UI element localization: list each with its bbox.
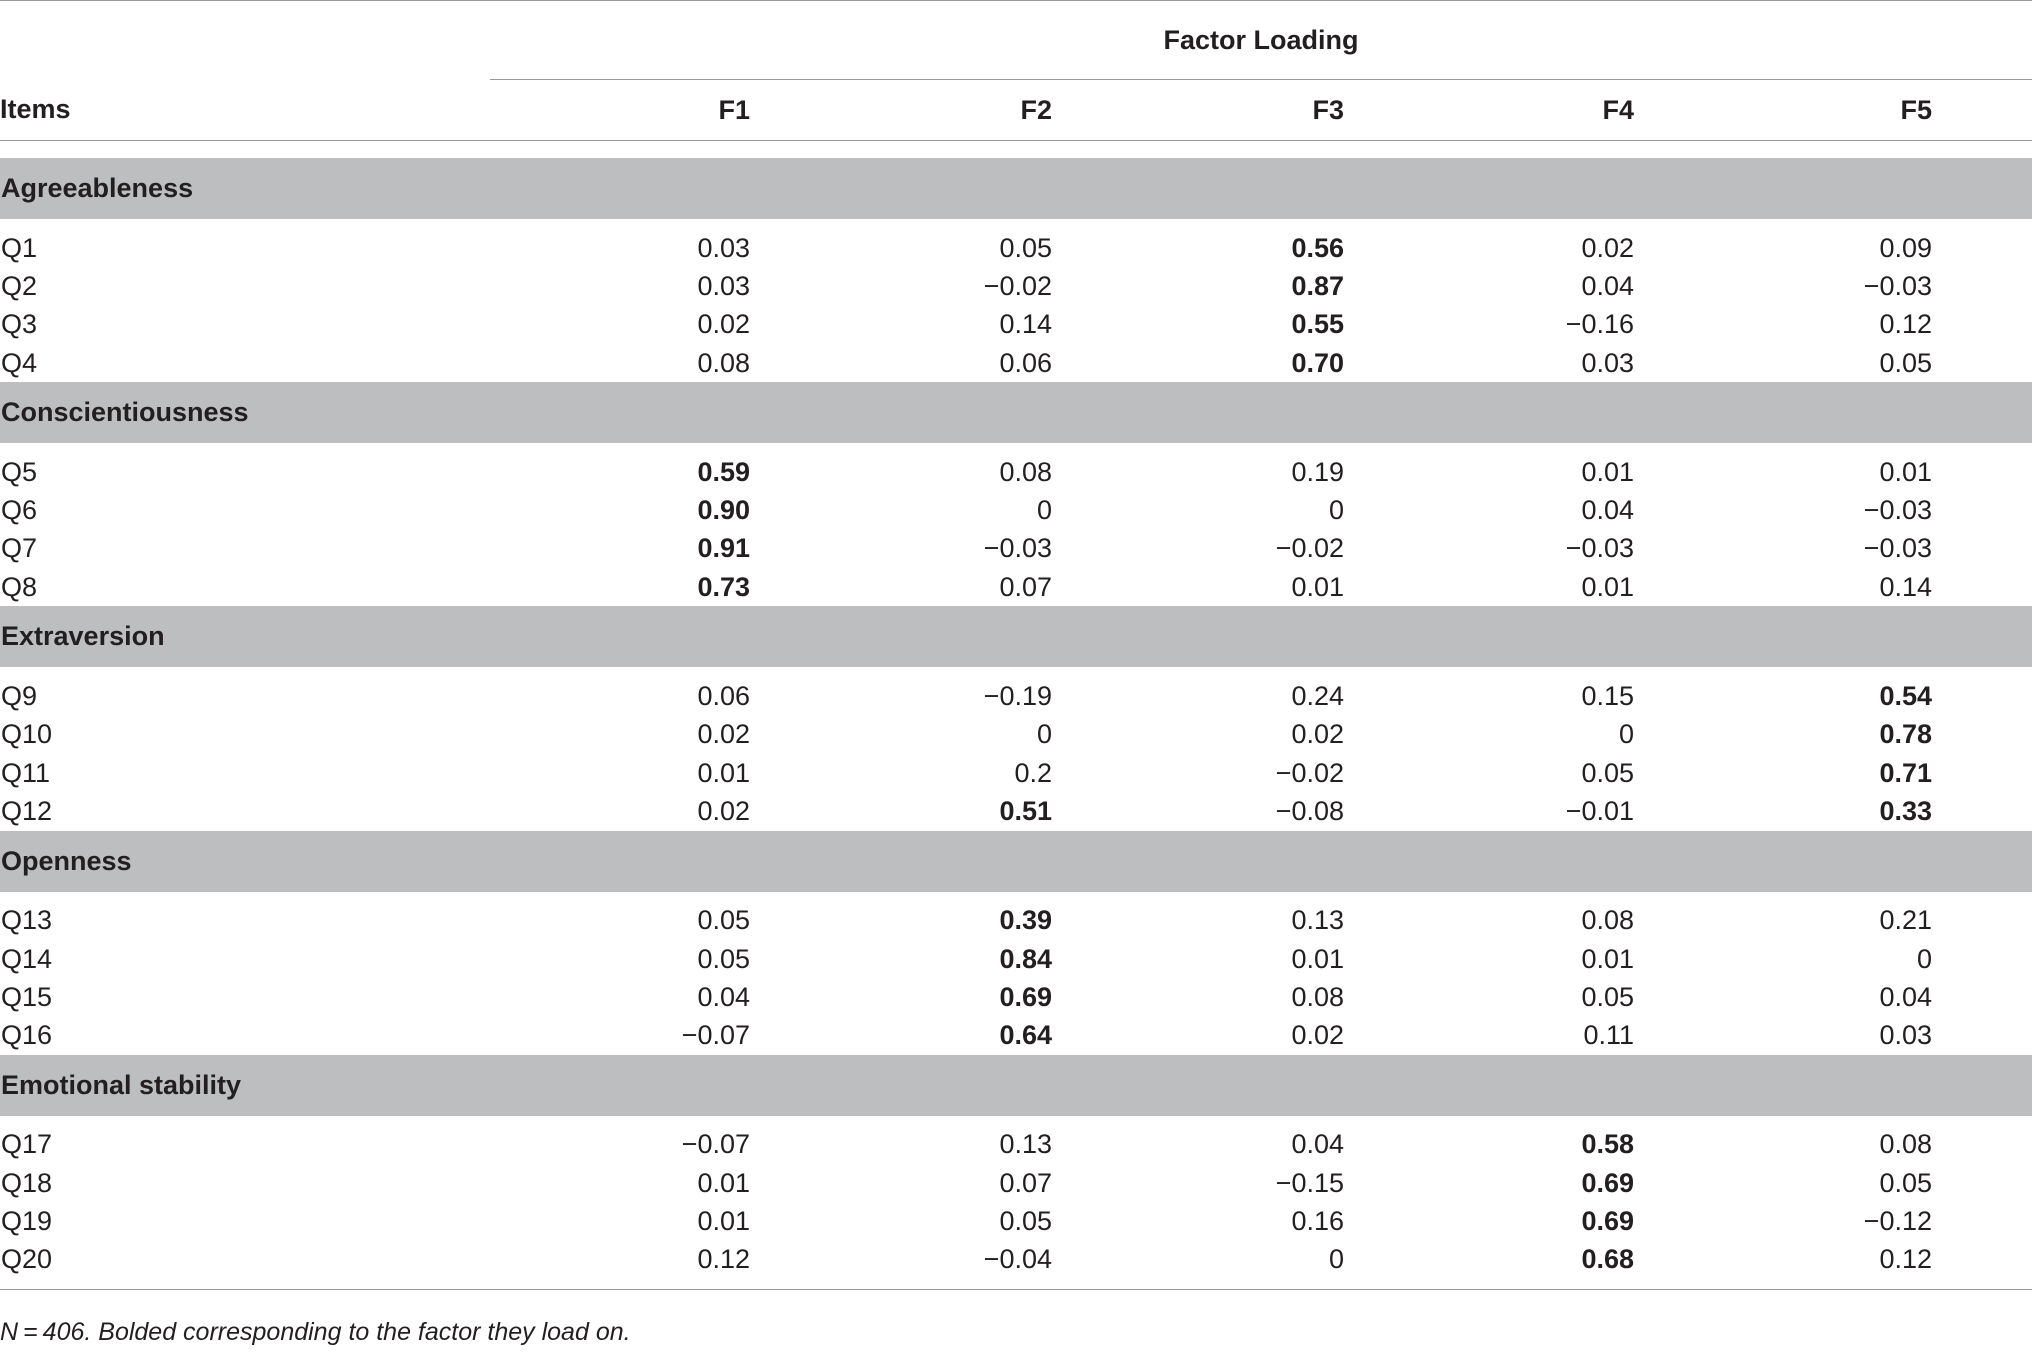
- loading-f1: −0.07: [681, 1129, 750, 1160]
- loading-f1: 0.90: [697, 495, 750, 526]
- group-label: Agreeableness: [0, 158, 2032, 219]
- loading-f2: 0: [1036, 495, 1052, 526]
- item-label: Q18: [1, 1167, 53, 1198]
- table-row: [0, 1241, 2032, 1279]
- group-gap: [0, 443, 2032, 453]
- item-label: Q1: [1, 232, 38, 263]
- loading-f2: 0.05: [999, 1205, 1052, 1236]
- bottom-rule: [0, 1289, 2032, 1290]
- loading-f5: 0.12: [1879, 1244, 1932, 1275]
- loading-f3: 0.02: [1291, 1020, 1344, 1051]
- loading-f1: 0.02: [697, 309, 750, 340]
- loading-f2: 0.14: [999, 309, 1052, 340]
- loading-f5: 0.12: [1879, 309, 1932, 340]
- item-label: Q14: [1, 943, 53, 974]
- table-body: [0, 1, 2032, 1290]
- table-row: [0, 716, 2032, 754]
- item-label: Q7: [1, 533, 38, 564]
- loading-f2: 0.2: [1014, 757, 1052, 788]
- loading-f1: 0.08: [697, 347, 750, 378]
- header-f5: F5: [1634, 80, 1932, 141]
- loading-f3: 0.02: [1291, 719, 1344, 750]
- header-f2: F2: [750, 80, 1052, 141]
- loading-f1: 0.03: [697, 270, 750, 301]
- loading-f2: 0.69: [999, 981, 1052, 1012]
- loading-f5: 0.05: [1879, 1167, 1932, 1198]
- loading-f4: 0.01: [1581, 571, 1634, 602]
- item-label: Q6: [1, 495, 38, 526]
- loading-f4: −0.16: [1565, 309, 1634, 340]
- table-row: [0, 792, 2032, 830]
- spanner-blank: [0, 1, 490, 80]
- item-label: Q4: [1, 347, 38, 378]
- loading-f3: 0.56: [1291, 232, 1344, 263]
- loading-f4: 0.15: [1581, 681, 1634, 712]
- loading-f5: −0.12: [1863, 1205, 1932, 1236]
- loading-f2: 0.08: [999, 456, 1052, 487]
- group-row: [0, 158, 2032, 219]
- loading-f5: 0.05: [1879, 347, 1932, 378]
- group-row: [0, 831, 2032, 892]
- loading-f4: −0.03: [1565, 533, 1634, 564]
- loading-f5: 0.14: [1879, 571, 1932, 602]
- table-row: [0, 902, 2032, 940]
- table-row: [0, 1202, 2032, 1240]
- item-label: Q19: [1, 1205, 53, 1236]
- loading-f3: 0.01: [1291, 943, 1344, 974]
- loading-f1: 0.12: [697, 1244, 750, 1275]
- group-label: Conscientiousness: [0, 382, 2032, 443]
- item-label: Q9: [1, 681, 38, 712]
- table-row: [0, 677, 2032, 715]
- loading-f4: 0.03: [1581, 347, 1634, 378]
- loading-f4: 0.68: [1581, 1244, 1634, 1275]
- header-gap: [0, 141, 2032, 159]
- loading-f3: 0.19: [1291, 456, 1344, 487]
- item-label: Q12: [1, 795, 53, 826]
- group-gap: [0, 667, 2032, 677]
- loading-f2: −0.19: [983, 681, 1052, 712]
- loading-f4: 0.01: [1581, 456, 1634, 487]
- header-f3: F3: [1052, 80, 1344, 141]
- loading-f2: 0.64: [999, 1020, 1052, 1051]
- header-items: Items: [0, 80, 490, 141]
- loading-f2: 0.39: [999, 905, 1052, 936]
- loading-f5: 0.03: [1879, 1020, 1932, 1051]
- loading-f3: 0.70: [1291, 347, 1344, 378]
- loading-f5: 0: [1916, 943, 1932, 974]
- loading-f3: −0.02: [1275, 757, 1344, 788]
- table-row: [0, 453, 2032, 491]
- loading-f2: 0.84: [999, 943, 1052, 974]
- loading-f4: 0: [1618, 719, 1634, 750]
- loading-f4: 0.05: [1581, 757, 1634, 788]
- loading-f3: 0: [1328, 1244, 1344, 1275]
- loading-f4: 0.02: [1581, 232, 1634, 263]
- table-footnote: N = 406. Bolded corresponding to the factor they load on.: [0, 1318, 631, 1346]
- loading-f5: 0.01: [1879, 456, 1932, 487]
- table-row: [0, 491, 2032, 529]
- header-f4: F4: [1344, 80, 1634, 141]
- loading-f2: −0.02: [983, 270, 1052, 301]
- loading-f1: 0.59: [697, 456, 750, 487]
- loading-f3: 0.24: [1291, 681, 1344, 712]
- loading-f5: 0.54: [1879, 681, 1932, 712]
- loading-f3: 0.01: [1291, 571, 1344, 602]
- group-label: Openness: [0, 831, 2032, 892]
- table-row: [0, 568, 2032, 606]
- table-row: [0, 978, 2032, 1016]
- loading-f4: 0.04: [1581, 270, 1634, 301]
- loading-f5: 0.78: [1879, 719, 1932, 750]
- bottom-pad: [0, 1279, 2032, 1290]
- loading-f1: 0.01: [697, 1167, 750, 1198]
- group-row: [0, 606, 2032, 667]
- loading-f4: 0.08: [1581, 905, 1634, 936]
- loading-f5: 0.08: [1879, 1129, 1932, 1160]
- table-row: [0, 1016, 2032, 1054]
- loading-f2: 0.06: [999, 347, 1052, 378]
- loading-f5: 0.71: [1879, 757, 1932, 788]
- item-label: Q3: [1, 309, 38, 340]
- item-label: Q17: [1, 1129, 53, 1160]
- item-label: Q16: [1, 1020, 53, 1051]
- loading-f4: 0.01: [1581, 943, 1634, 974]
- group-row: [0, 382, 2032, 443]
- loading-f1: 0.02: [697, 795, 750, 826]
- loading-f3: 0.87: [1291, 270, 1344, 301]
- group-gap: [0, 219, 2032, 229]
- loading-f5: 0.21: [1879, 905, 1932, 936]
- item-label: Q15: [1, 981, 53, 1012]
- loading-f1: 0.06: [697, 681, 750, 712]
- table-row: [0, 1126, 2032, 1164]
- loading-f2: 0.05: [999, 232, 1052, 263]
- loading-f1: 0.03: [697, 232, 750, 263]
- loading-f2: 0.07: [999, 1167, 1052, 1198]
- loading-f4: 0.69: [1581, 1205, 1634, 1236]
- loading-f1: 0.05: [697, 905, 750, 936]
- loading-f3: −0.02: [1275, 533, 1344, 564]
- loading-f1: 0.01: [697, 1205, 750, 1236]
- loading-f3: 0.55: [1291, 309, 1344, 340]
- loading-f3: 0: [1328, 495, 1344, 526]
- item-label: Q10: [1, 719, 53, 750]
- loading-f3: −0.08: [1275, 795, 1344, 826]
- loading-f4: 0.69: [1581, 1167, 1634, 1198]
- item-label: Q2: [1, 270, 38, 301]
- table-row: [0, 344, 2032, 382]
- loading-f2: 0.51: [999, 795, 1052, 826]
- loading-f3: 0.04: [1291, 1129, 1344, 1160]
- group-gap: [0, 892, 2032, 902]
- table-row: [0, 1164, 2032, 1202]
- group-gap: [0, 1116, 2032, 1126]
- loading-f2: 0.07: [999, 571, 1052, 602]
- spanner-header: Factor Loading: [490, 1, 2032, 80]
- group-label: Extraversion: [0, 606, 2032, 667]
- group-label: Emotional stability: [0, 1055, 2032, 1116]
- loading-f1: 0.04: [697, 981, 750, 1012]
- loading-f5: 0.04: [1879, 981, 1932, 1012]
- loading-f1: 0.73: [697, 571, 750, 602]
- header-pad: [1932, 80, 2032, 141]
- spanner-row: [0, 1, 2032, 80]
- loading-f2: 0: [1036, 719, 1052, 750]
- loading-f1: −0.07: [681, 1020, 750, 1051]
- loading-f5: 0.33: [1879, 795, 1932, 826]
- loading-f3: 0.16: [1291, 1205, 1344, 1236]
- loading-f2: 0.13: [999, 1129, 1052, 1160]
- table-row: [0, 229, 2032, 267]
- loading-f3: −0.15: [1275, 1167, 1344, 1198]
- loading-f4: 0.11: [1583, 1020, 1634, 1051]
- loading-f5: −0.03: [1863, 495, 1932, 526]
- item-label: Q20: [1, 1244, 53, 1275]
- loading-f1: 0.01: [697, 757, 750, 788]
- loading-f2: −0.03: [983, 533, 1052, 564]
- loading-f3: 0.13: [1291, 905, 1344, 936]
- loading-f4: 0.05: [1581, 981, 1634, 1012]
- table-row: [0, 267, 2032, 305]
- column-header-row: [0, 80, 2032, 141]
- table-row: [0, 754, 2032, 792]
- item-label: Q13: [1, 905, 53, 936]
- item-label: Q8: [1, 571, 38, 602]
- item-label: Q5: [1, 456, 38, 487]
- loading-f4: −0.01: [1565, 795, 1634, 826]
- loading-f4: 0.58: [1581, 1129, 1634, 1160]
- loading-f3: 0.08: [1291, 981, 1344, 1012]
- loading-f5: −0.03: [1863, 270, 1932, 301]
- header-f1: F1: [490, 80, 750, 141]
- table-row: [0, 306, 2032, 344]
- loading-f1: 0.05: [697, 943, 750, 974]
- loading-f1: 0.02: [697, 719, 750, 750]
- loading-f5: 0.09: [1879, 232, 1932, 263]
- loading-f5: −0.03: [1863, 533, 1932, 564]
- table-row: [0, 530, 2032, 568]
- group-row: [0, 1055, 2032, 1116]
- item-label: Q11: [1, 757, 51, 788]
- loading-f4: 0.04: [1581, 495, 1634, 526]
- table-row: [0, 940, 2032, 978]
- loading-f2: −0.04: [983, 1244, 1052, 1275]
- loading-f1: 0.91: [697, 533, 750, 564]
